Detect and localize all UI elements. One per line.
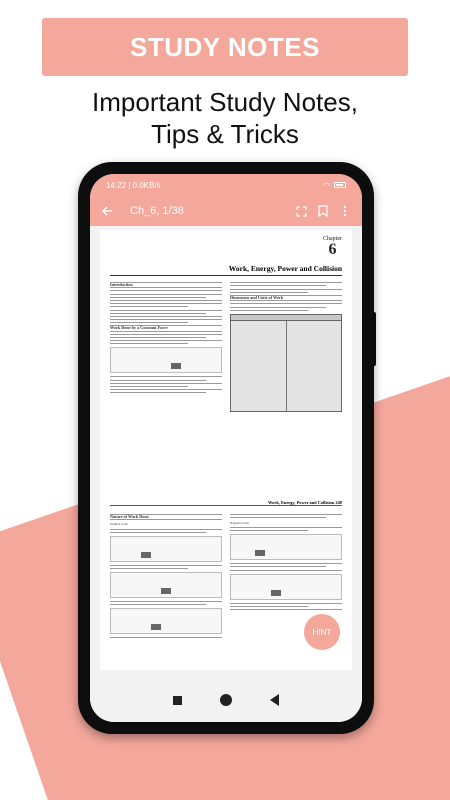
- subsection-heading: Positive work: [110, 522, 128, 527]
- status-time: 14:22 | 0.0KB/s: [106, 180, 161, 190]
- page2-header: Work, Energy, Power and Collision 249: [110, 500, 342, 506]
- chapter-number: 6: [328, 241, 337, 258]
- battery-icon: [334, 182, 346, 188]
- status-icons: [323, 181, 346, 190]
- figure: [110, 347, 222, 373]
- headline-line1: Important Study Notes,: [92, 87, 358, 117]
- figure: [110, 536, 222, 562]
- section-heading: Introduction: [110, 282, 222, 288]
- section-heading: Work Done by a Constant Force: [110, 325, 222, 331]
- figure: [230, 534, 342, 560]
- back-arrow-icon[interactable]: [96, 200, 118, 222]
- table-body: [231, 321, 341, 411]
- phone-side-button: [372, 312, 376, 366]
- wifi-icon: ◠: [323, 180, 330, 190]
- page1-left-column: [110, 280, 222, 396]
- chapter-label: Chapter: [323, 236, 342, 242]
- banner-label: STUDY NOTES: [130, 31, 320, 62]
- page2-left-column: [110, 512, 222, 640]
- chapter-heading: [323, 236, 342, 258]
- app-bar: [90, 196, 362, 226]
- recents-icon[interactable]: [173, 696, 182, 705]
- page2-right-column: [230, 512, 342, 612]
- more-vert-icon[interactable]: [334, 200, 356, 222]
- chapter-title: Work, Energy, Power and Collision: [110, 264, 342, 276]
- page1-right-column: [230, 280, 342, 415]
- document-title: Ch_6, 1/38: [130, 205, 184, 217]
- fullscreen-icon[interactable]: [290, 200, 312, 222]
- figure: [230, 574, 342, 600]
- headline: [0, 86, 450, 150]
- home-icon[interactable]: [220, 694, 232, 706]
- phone-screen: [90, 174, 362, 722]
- study-notes-banner: [42, 18, 408, 76]
- figure: [110, 608, 222, 634]
- bookmark-icon[interactable]: [312, 200, 334, 222]
- back-icon[interactable]: [270, 694, 279, 706]
- status-bar: [90, 174, 362, 196]
- phone-frame: [78, 162, 374, 734]
- section-heading: Nature of Work Done: [110, 514, 222, 520]
- android-nav-bar: [90, 678, 362, 722]
- headline-line2: Tips & Tricks: [151, 119, 299, 149]
- hint-button[interactable]: HINT: [304, 614, 340, 650]
- figure: [110, 572, 222, 598]
- document-page[interactable]: [100, 230, 352, 670]
- units-table: [230, 314, 342, 412]
- section-heading: Dimension and Units of Work: [230, 295, 342, 301]
- subsection-heading: Negative work: [230, 520, 249, 525]
